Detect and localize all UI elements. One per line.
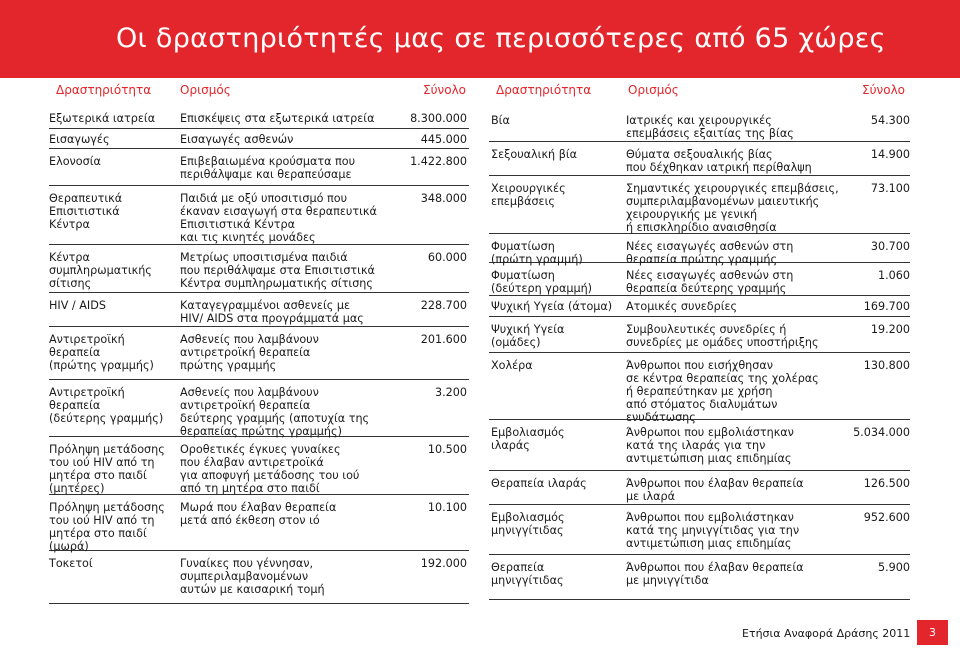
total-cell: 10.500 [427,443,467,456]
table-row [489,263,910,296]
activity-cell: Εισαγωγές [49,133,110,146]
activity-cell: Φυματίωση (πρώτη γραμμή) [491,240,583,266]
definition-cell: Επιβεβαιωμένα κρούσματα που περιθάλψαμε και θεραπεύσαμε [180,155,356,181]
definition-cell: Μωρά που έλαβαν θεραπεία μετά από έκθεση στον ιό [180,501,337,527]
report-footer: Ετήσια Αναφορά Δράσης 2011 [742,627,911,640]
definition-cell: Σημαντικές χειρουργικές επεμβάσεις, συμπεριλαμβανομένων μαιευτικής χειρουργικής με γενική ή επισκληρίδιο αναισθησία [626,182,839,234]
definition-cell: Άνθρωποι που έλαβαν θεραπεία με ιλαρά [626,477,804,503]
table-row [489,234,910,266]
title-banner [0,0,960,78]
page-title: Οι δραστηριότητές μας σε περισσότερες από 65 χώρες [116,23,886,54]
activity-cell: Αντιρετροϊκή θεραπεία (πρώτης γραμμής) [49,333,154,372]
definition-cell: Άνθρωποι που εμβολιάστηκαν κατά της μηνιγγίτιδας για την αντιμετώπιση μιας επιδημίας [626,511,800,550]
activity-cell: Ελονοσία [49,155,101,168]
table-row [49,149,469,186]
table-row [49,186,469,245]
definition-cell: Άνθρωποι που έλαβαν θεραπεία με μηνιγγίτιδα [626,561,804,587]
activity-cell: Ψυχική Υγεία (ομάδες) [491,323,565,349]
definition-cell: Νέες εισαγωγές ασθενών στη θεραπεία πρώτης γραμμής [626,240,794,266]
total-cell: 3.200 [434,386,467,399]
activity-cell: Πρόληψη μετάδοσης του ιού HIV από τη μητέρα στο παιδί (μωρά) [49,501,165,553]
table-row [49,108,469,129]
table-row [489,555,910,600]
activity-cell: Κέντρα συμπληρωματικής σίτισης [49,251,152,290]
header-definition-right: Ορισμός [628,83,679,97]
activity-cell: HIV / AIDS [49,299,106,312]
definition-cell: Ιατρικές και χειρουργικές επεμβάσεις εξαιτίας της βίας [626,114,794,140]
activity-cell: Σεξουαλική βία [491,148,577,161]
total-cell: 5.034.000 [853,426,910,439]
activity-cell: Φυματίωση (δεύτερη γραμμή) [491,269,593,295]
activity-cell: Εξωτερικά ιατρεία [49,112,156,125]
header-total-right: Σύνολο [862,83,906,97]
total-cell: 8.300.000 [410,112,467,125]
table-row [489,176,910,234]
activity-cell: Θεραπεία μηνιγγίτιδας [491,561,564,587]
activity-cell: Πρόληψη μετάδοσης του ιού HIV από τη μητέρα στο παιδί (μητέρες) [49,443,165,495]
table-row [489,420,910,471]
total-cell: 445.000 [420,133,467,146]
definition-cell: Ασθενείς που λαμβάνουν αντιρετροϊκή θεραπεία πρώτης γραμμής [180,333,319,372]
activity-cell: Αντιρετροϊκή θεραπεία (δεύτερης γραμμής) [49,386,164,425]
table-row [489,142,910,176]
activities-table-left [49,108,469,604]
activity-cell: Θεραπευτικά Επισιτιστικά Κέντρα [49,192,123,231]
definition-cell: Άνθρωποι που εισήχθησαν σε κέντρα θεραπείας της χολέρας ή θεραπεύτηκαν με χρήση από στόματος διαλυμάτων ενυδάτωσης [626,359,819,424]
header-activity-right: Δραστηριότητα [496,83,592,97]
table-row [49,380,469,437]
table-row [489,108,910,142]
activity-cell: Χειρουργικές επεμβάσεις [491,182,566,208]
total-cell: 228.700 [420,299,467,312]
total-cell: 192.000 [420,557,467,570]
table-row [489,505,910,555]
table-row [49,327,469,380]
definition-cell: Εισαγωγές ασθενών [180,133,294,146]
activity-cell: Εμβολιασμός ιλαράς [491,426,565,452]
table-row [489,353,910,424]
definition-cell: Άνθρωποι που εμβολιάστηκαν κατά της ιλαράς για την αντιμετώπιση μιας επιδημίας [626,426,794,465]
total-cell: 5.900 [877,561,910,574]
total-cell: 14.900 [870,148,910,161]
table-row [49,293,469,327]
table-row [49,495,469,551]
definition-cell: Μετρίως υποσιτισμένα παιδιά που περιθάλψαμε στα Επισιτιστικά Κέντρα συμπληρωματικής σίτισης [180,251,375,290]
total-cell: 1.422.800 [410,155,467,168]
activity-cell: Τοκετοί [49,557,93,570]
definition-cell: Ατομικές συνεδρίες [626,300,738,313]
header-definition-left: Ορισμός [180,83,231,97]
total-cell: 60.000 [427,251,467,264]
definition-cell: Ασθενείς που λαμβάνουν αντιρετροϊκή θεραπεία δεύτερης γραμμής (αποτυχία της θεραπείας πρώτης γραμμής) [180,386,370,438]
page-number: 3 [917,620,948,645]
activity-cell: Θεραπεία ιλαράς [491,477,587,490]
activity-cell: Ψυχική Υγεία (άτομα) [491,300,613,313]
definition-cell: Επισκέψεις στα εξωτερικά ιατρεία [180,112,375,125]
total-cell: 19.200 [870,323,910,336]
definition-cell: Θύματα σεξουαλικής βίας που δέχθηκαν ιατρική περίθαλψη [626,148,812,174]
definition-cell: Παιδιά με οξύ υποσιτισμό που έκαναν εισαγωγή στα θεραπευτικά Επισιτιστικά Κέντρα και τις κινητές μονάδες [180,192,377,244]
total-cell: 73.100 [870,182,910,195]
activity-cell: Βία [491,114,510,127]
table-row [49,245,469,293]
definition-cell: Καταγεγραμμένοι ασθενείς με HIV/ AIDS στα προγράμματά μας [180,299,364,325]
definition-cell: Οροθετικές έγκυες γυναίκες που έλαβαν αντιρετροϊκά για αποφυγή μετάδοσης του ιού από τη μητέρα στο παιδί [180,443,360,495]
table-row [49,551,469,604]
total-cell: 30.700 [870,240,910,253]
definition-cell: Συμβουλευτικές συνεδρίες ή συνεδρίες με ομάδες υποστήριξης [626,323,819,349]
table-row [489,296,910,317]
total-cell: 169.700 [863,300,910,313]
header-activity-left: Δραστηριότητα [56,83,152,97]
definition-cell: Νέες εισαγωγές ασθενών στη θεραπεία δεύτερης γραμμής [626,269,794,295]
total-cell: 348.000 [420,192,467,205]
total-cell: 1.060 [877,269,910,282]
header-total-left: Σύνολο [423,83,467,97]
activities-table-right [489,108,910,600]
total-cell: 54.300 [870,114,910,127]
total-cell: 201.600 [420,333,467,346]
definition-cell: Γυναίκες που γέννησαν, συμπεριλαμβανομένων αυτών με καισαρική τομή [180,557,325,596]
total-cell: 126.500 [863,477,910,490]
total-cell: 952.600 [863,511,910,524]
table-row [49,437,469,495]
activity-cell: Εμβολιασμός μηνιγγίτιδας [491,511,565,537]
total-cell: 10.100 [427,501,467,514]
table-row [489,317,910,353]
total-cell: 130.800 [863,359,910,372]
table-row [49,129,469,149]
activity-cell: Χολέρα [491,359,533,372]
table-row [489,471,910,505]
